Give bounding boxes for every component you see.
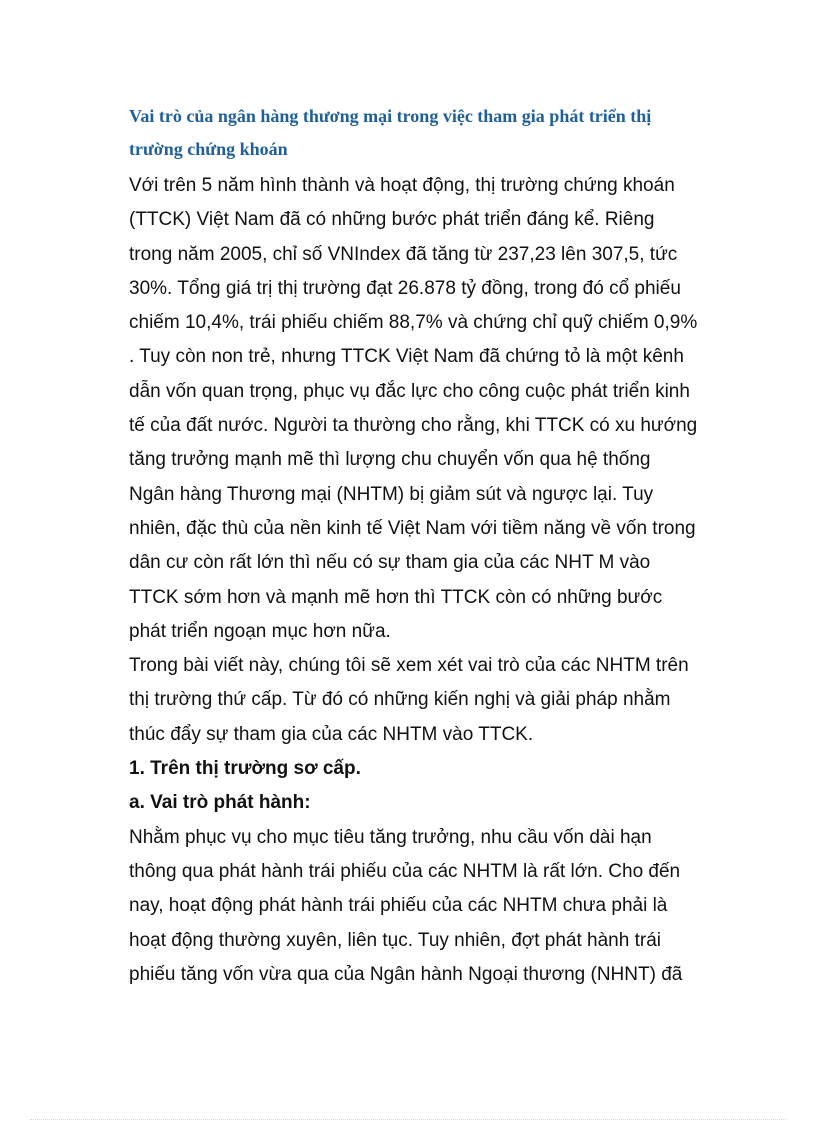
paragraph-issuing: Nhằm phục vụ cho mục tiêu tăng trưởng, nhu cầu vốn dài hạn thông qua phát hành trái phiếu của các NHTM là rất lớn. Cho đến nay, hoạt động phát hành trái phiếu của các NHTM chưa phải là hoạt động thường xuyên, liên tục. Tuy nhiên, đợt phát hành trái phiếu tăng vốn vừa qua của Ngân hành Ngoại thương (NHNT) đã [129, 826, 683, 985]
subsection-heading-issuing-role: a. Vai trò phát hành: [129, 792, 311, 814]
paragraph-intro: Với trên 5 năm hình thành và hoạt động, thị trường chứng khoán (TTCK) Việt Nam đã có những bước phát triển đáng kể. Riêng trong năm 2005, chỉ số VNIndex đã tăng từ 237,23 lên 307,5, tức 30%. Tổng giá trị thị trường đạt 26.878 tỷ đồng, trong đó cổ phiếu chiếm 10,4%, trái phiếu chiếm 88,7% và chứng chỉ quỹ chiếm 0,9% . Tuy còn non trẻ, nhưng TTCK Việt Nam đã chứng tỏ là một kênh dẫn vốn quan trọng, phục vụ đắc lực cho công cuộc phát triển kinh tế của đất nước. Người ta thường cho rằng, khi TTCK có xu hướng tăng trưởng mạnh mẽ thì lượng chu chuyển vốn qua hệ thống Ngân hàng Thương mại (NHTM) bị giảm sút và ngược lại. Tuy nhiên, đặc thù của nền kinh tế Việt Nam với tiềm năng về vốn trong dân cư còn rất lớn thì nếu có sự tham gia của các NHT M vào TTCK sớm hơn và mạnh mẽ hơn thì TTCK còn có những bước phát triển ngoạn mục hơn nữa. [129, 175, 698, 642]
paragraph-scope: Trong bài viết này, chúng tôi sẽ xem xét vai trò của các NHTM trên thị trường thứ cấp. Từ đó có những kiến nghị và giải pháp nhằm thúc đẩy sự tham gia của các NHTM vào TTCK. [129, 655, 689, 745]
section-heading-primary-market: 1. Trên thị trường sơ cấp. [129, 758, 361, 780]
document-title: Vai trò của ngân hàng thương mại trong việc tham gia phát triển thị trường chứng khoán [129, 106, 652, 159]
page-bottom-divider [30, 1119, 786, 1120]
document-content [129, 100, 699, 992]
